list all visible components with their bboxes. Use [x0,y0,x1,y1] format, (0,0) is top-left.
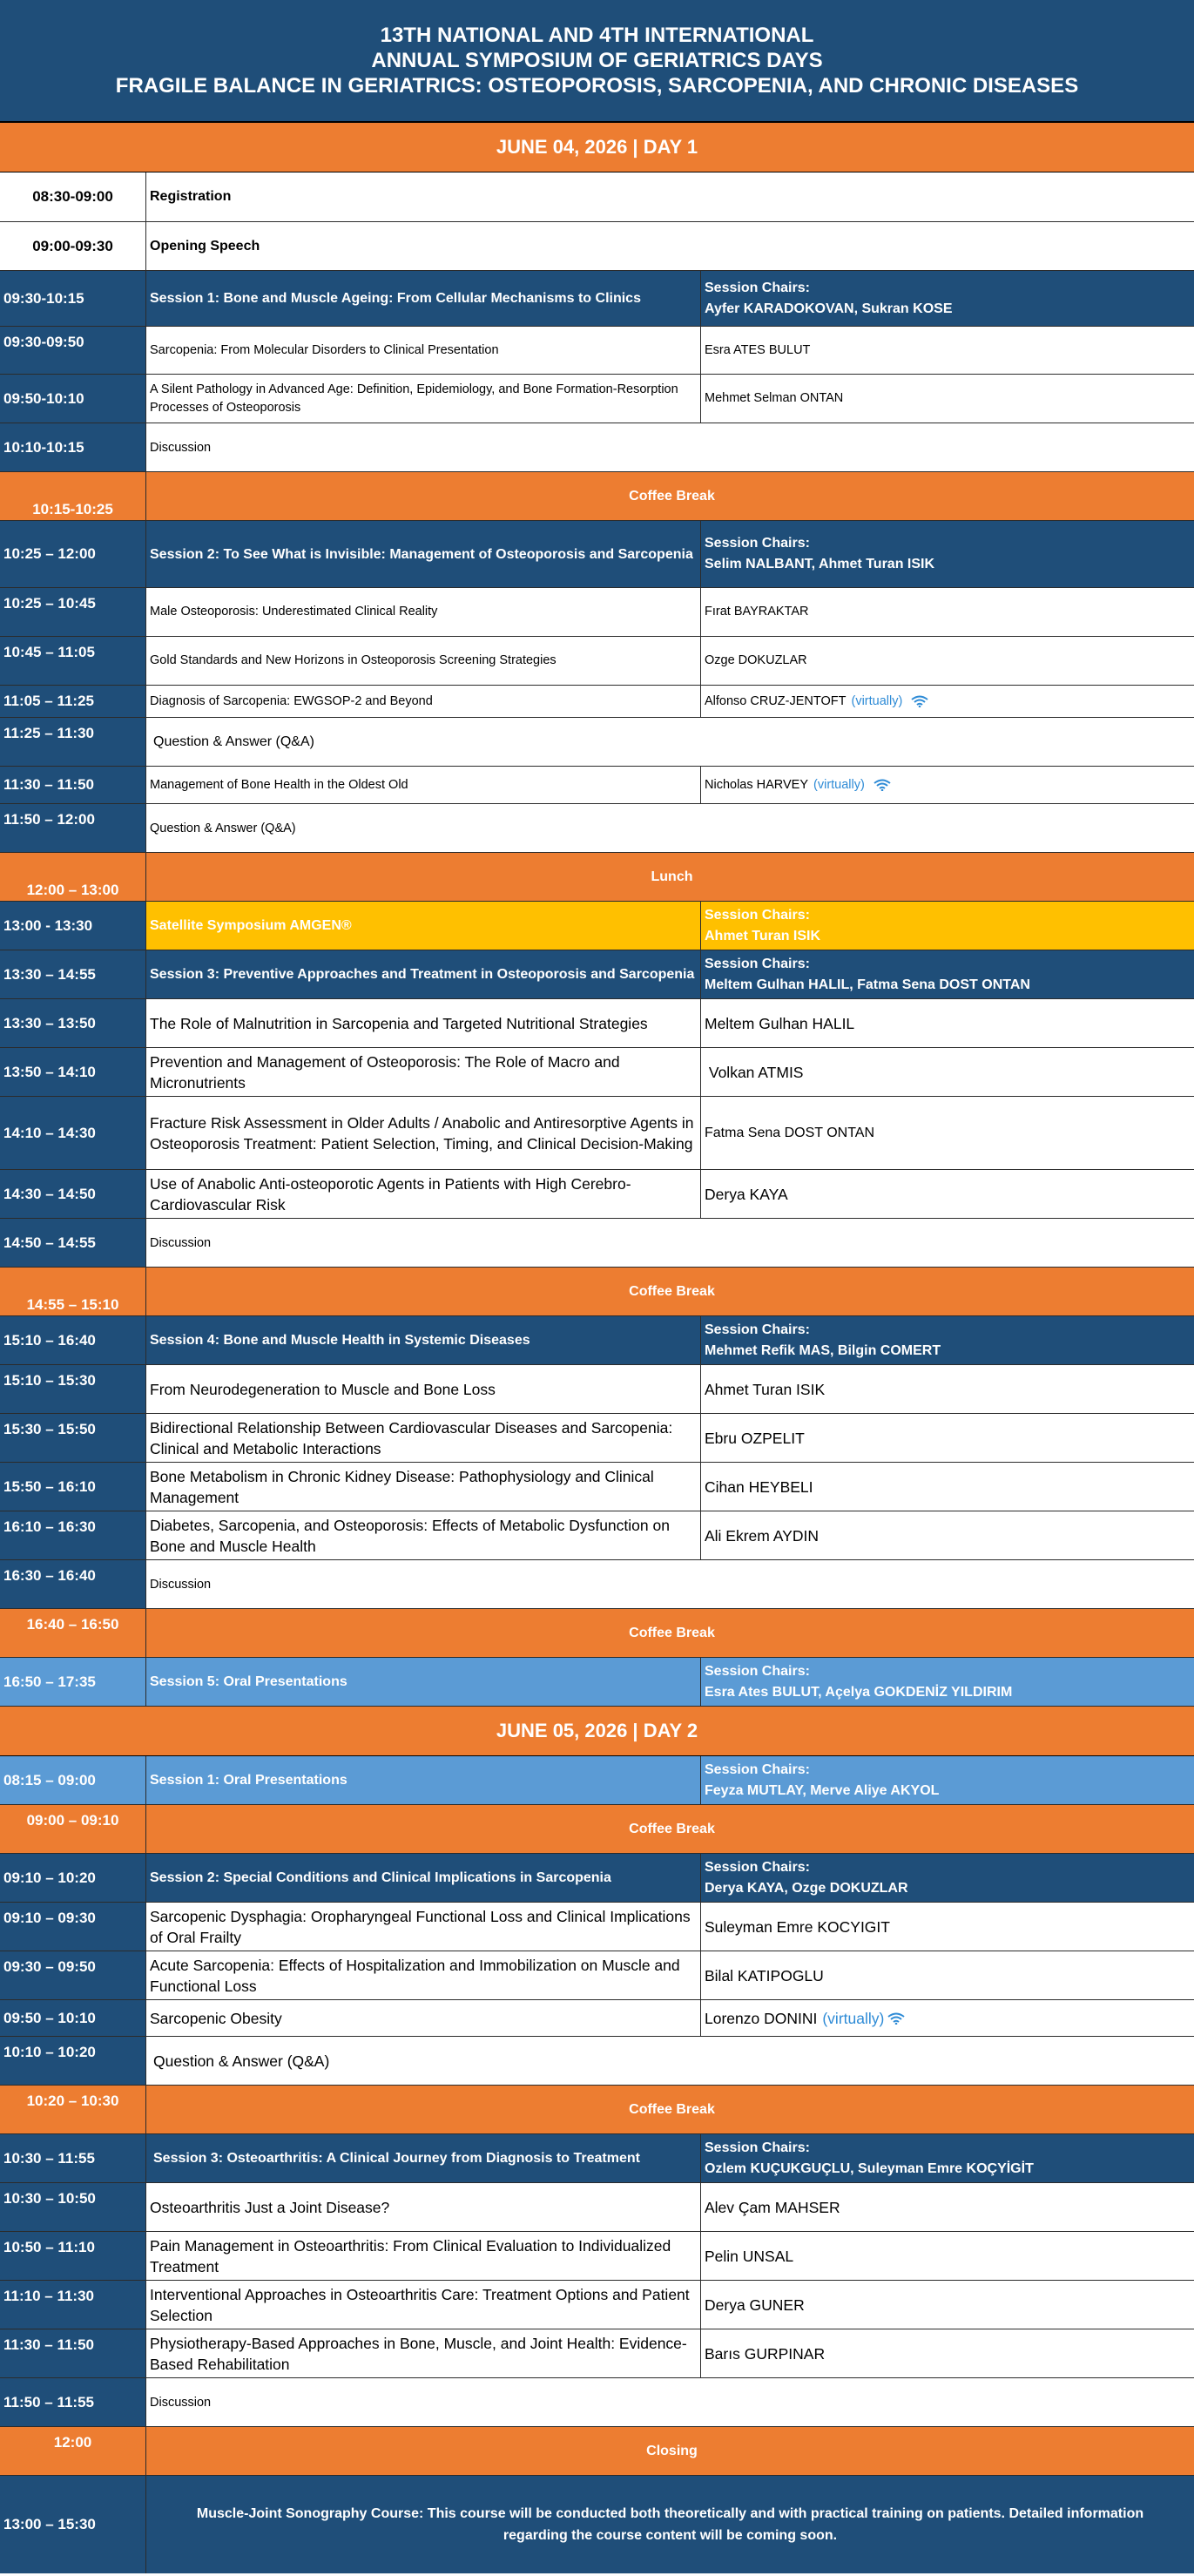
registration-label: Registration [150,189,232,204]
chairs-label: Session Chairs: [705,280,810,295]
chairs-names: Mehmet Refik MAS, Bilgin COMERT [705,1342,941,1358]
session-chairs [701,1854,1194,1902]
talk-row [0,2232,1194,2281]
session-header-row [0,271,1194,327]
chairs-label: Session Chairs: [705,1859,810,1875]
session-header-row [0,521,1194,588]
time-cell: 09:00 – 09:10 [0,1805,146,1853]
lunch-label: Lunch [146,853,1194,901]
time-cell: 09:50 – 10:10 [0,2000,146,2036]
qa-row [0,804,1194,853]
session-chairs [701,902,1194,950]
talk-speaker: Cihan HEYBELI [705,1477,813,1496]
time-cell: 16:50 – 17:35 [0,1658,146,1706]
talk-title: Acute Sarcopenia: Effects of Hospitalization and Immobilization on Muscle and Functional Loss [146,1951,701,1999]
wifi-icon [911,695,928,707]
talk-row [0,1511,1194,1560]
talk-speaker: Derya KAYA [705,1185,788,1203]
session-chairs [701,1316,1194,1364]
talk-title: Fracture Risk Assessment in Older Adults / Anabolic and Antiresorptive Agents in Osteoporosis Treatment: Patient Selection, Timing, and Clinical Decision-Making [146,1097,701,1169]
session-header-row [0,950,1194,999]
session-chairs [701,2134,1194,2182]
talk-row [0,2183,1194,2232]
talk-speaker: Mehmet Selman ONTAN [705,391,844,405]
talk-row [0,1463,1194,1511]
header-line-1: 13TH NATIONAL AND 4TH INTERNATIONAL [380,24,814,47]
coffee-break-row [0,2086,1194,2134]
talk-speaker: Lorenzo DONINI [705,2009,818,2027]
talk-row [0,2329,1194,2378]
course-row [0,2476,1194,2573]
talk-row [0,1414,1194,1463]
talk-title: From Neurodegeneration to Muscle and Bone Loss [146,1365,701,1413]
talk-speaker: Derya GUNER [705,2295,805,2314]
session-header-row [0,2134,1194,2183]
time-cell: 13:00 – 15:30 [0,2476,146,2573]
time-cell: 10:10-10:15 [0,423,146,471]
qa-label: Question & Answer (Q&A) [153,734,314,749]
session-header-row [0,1316,1194,1365]
talk-speaker: Suleyman Emre KOCYIGIT [705,1917,890,1936]
talk-row [0,767,1194,804]
coffee-break-label: Coffee Break [146,472,1194,520]
session-header-row [0,1658,1194,1707]
session-header-row [0,1854,1194,1903]
session-chairs [701,1658,1194,1706]
discussion-label: Discussion [150,440,212,455]
time-cell: 13:30 – 13:50 [0,999,146,1047]
session-title: Session 2: Special Conditions and Clinical Implications in Sarcopenia [146,1854,701,1902]
discussion-row [0,2378,1194,2427]
coffee-break-label: Coffee Break [146,1805,1194,1853]
closing-row [0,2427,1194,2476]
chairs-names: Ozlem KUÇUKGUÇLU, Suleyman Emre KOÇYİGİT [705,2160,1034,2176]
time-cell: 12:00 – 13:00 [0,853,146,901]
chairs-names: Meltem Gulhan HALIL, Fatma Sena DOST ONTAN [705,977,1030,992]
talk-speaker: Ebru OZPELIT [705,1429,805,1447]
talk-row [0,375,1194,423]
talk-row [0,1951,1194,2000]
talk-row [0,588,1194,637]
coffee-break-row [0,472,1194,521]
discussion-row [0,423,1194,472]
talk-title: A Silent Pathology in Advanced Age: Definition, Epidemiology, and Bone Formation-Resorption Processes of Osteoporosis [146,375,701,423]
session-chairs [701,1756,1194,1804]
virtual-label: (virtually) [813,777,865,792]
time-cell: 09:00-09:30 [0,222,146,270]
day1-title-band: JUNE 04, 2026 | DAY 1 [0,123,1194,172]
talk-speaker: Ahmet Turan ISIK [705,1380,826,1398]
time-cell: 16:30 – 16:40 [0,1560,146,1608]
talk-title: Gold Standards and New Horizons in Osteoporosis Screening Strategies [146,637,701,685]
talk-speaker: Alev Çam MAHSER [705,2198,840,2216]
session-title: Session 2: To See What is Invisible: Management of Osteoporosis and Sarcopenia [146,521,701,587]
session-title: Session 1: Oral Presentations [146,1756,701,1804]
talk-title: Diabetes, Sarcopenia, and Osteoporosis: Effects of Metabolic Dysfunction on Bone and Muscle Health [146,1511,701,1559]
time-cell: 11:30 – 11:50 [0,767,146,803]
chairs-names: Ahmet Turan ISIK [705,928,821,943]
chairs-label: Session Chairs: [705,1663,810,1679]
talk-title: Sarcopenic Dysphagia: Oropharyngeal Functional Loss and Clinical Implications of Oral Frailty [146,1903,701,1951]
talk-speaker: Esra ATES BULUT [705,342,811,357]
time-cell: 13:30 – 14:55 [0,950,146,998]
time-cell: 08:30-09:00 [0,172,146,221]
talk-speaker: Ozge DOKUZLAR [705,653,807,667]
wifi-icon [874,779,891,791]
session-chairs [701,271,1194,326]
time-cell: 14:30 – 14:50 [0,1170,146,1218]
closing-label: Closing [146,2427,1194,2475]
talk-row [0,686,1194,718]
talk-row [0,999,1194,1048]
talk-speaker: Meltem Gulhan HALIL [705,1014,855,1032]
talk-row [0,1097,1194,1170]
talk-speaker-virtual [701,686,1194,717]
coffee-break-label: Coffee Break [146,1268,1194,1315]
lunch-row [0,853,1194,902]
virtual-label: (virtually) [822,2009,885,2027]
chairs-names: Esra Ates BULUT, Açelya GOKDENİZ YILDIRIM [705,1684,1013,1700]
time-cell: 08:15 – 09:00 [0,1756,146,1804]
chairs-label: Session Chairs: [705,1322,810,1337]
talk-speaker: Volkan ATMIS [705,1063,804,1081]
time-cell: 09:30-10:15 [0,271,146,326]
time-cell: 09:10 – 09:30 [0,1903,146,1951]
wifi-icon [887,2012,905,2025]
talk-title: Interventional Approaches in Osteoarthritis Care: Treatment Options and Patient Selection [146,2281,701,2329]
session-header-row [0,1756,1194,1805]
session-chairs [701,950,1194,998]
talk-speaker: Ali Ekrem AYDIN [705,1526,819,1545]
talk-speaker: Pelin UNSAL [705,2247,794,2265]
discussion-label: Discussion [150,2395,212,2410]
time-cell: 10:45 – 11:05 [0,637,146,685]
chairs-label: Session Chairs: [705,536,810,551]
time-cell: 11:30 – 11:50 [0,2329,146,2377]
time-cell: 10:15-10:25 [0,472,146,520]
time-cell: 10:10 – 10:20 [0,2037,146,2085]
chairs-names: Feyza MUTLAY, Merve Aliye AKYOL [705,1782,940,1798]
talk-row [0,1903,1194,1951]
session-title: Session 1: Bone and Muscle Ageing: From Cellular Mechanisms to Clinics [146,271,701,326]
time-cell: 11:50 – 11:55 [0,2378,146,2426]
virtual-label: (virtually) [851,693,903,708]
talk-row [0,1365,1194,1414]
time-cell: 11:10 – 11:30 [0,2281,146,2329]
row-opening-speech [0,222,1194,271]
time-cell: 09:10 – 10:20 [0,1854,146,1902]
chairs-label: Session Chairs: [705,1761,810,1777]
time-cell: 10:25 – 12:00 [0,521,146,587]
talk-speaker: Barıs GURPINAR [705,2344,826,2363]
chairs-label: Session Chairs: [705,956,810,971]
time-cell: 15:10 – 15:30 [0,1365,146,1413]
time-cell: 11:05 – 11:25 [0,686,146,717]
day2-title-band: JUNE 05, 2026 | DAY 2 [0,1707,1194,1756]
session-title: Session 3: Preventive Approaches and Treatment in Osteoporosis and Sarcopenia [146,950,701,998]
session-title: Session 5: Oral Presentations [146,1658,701,1706]
talk-title: Management of Bone Health in the Oldest Old [146,767,701,803]
talk-speaker: Nicholas HARVEY [705,777,809,792]
time-cell: 14:10 – 14:30 [0,1097,146,1169]
course-description: Muscle-Joint Sonography Course: This course will be conducted both theoretically and with practical training on patients. Detailed information regarding the course content will be coming soon. [146,2476,1194,2573]
chairs-names: Selim NALBANT, Ahmet Turan ISIK [705,557,935,571]
discussion-row [0,1219,1194,1268]
talk-speaker-virtual [701,2000,1194,2036]
coffee-break-row [0,1268,1194,1316]
talk-row [0,327,1194,375]
talk-title: Sarcopenic Obesity [146,2000,701,2036]
time-cell: 11:25 – 11:30 [0,718,146,766]
opening-speech-label: Opening Speech [150,238,260,254]
satellite-row [0,902,1194,950]
time-cell: 10:30 – 10:50 [0,2183,146,2231]
talk-speaker: Fatma Sena DOST ONTAN [705,1126,875,1140]
time-cell: 16:40 – 16:50 [0,1609,146,1657]
talk-title: Sarcopenia: From Molecular Disorders to Clinical Presentation [146,327,701,374]
talk-row [0,1048,1194,1097]
time-cell: 12:00 [0,2427,146,2475]
coffee-break-label: Coffee Break [146,2086,1194,2133]
time-cell: 10:50 – 11:10 [0,2232,146,2280]
talk-title: The Role of Malnutrition in Sarcopenia and Targeted Nutritional Strategies [146,999,701,1047]
time-cell: 13:00 - 13:30 [0,902,146,950]
time-cell: 15:10 – 16:40 [0,1316,146,1364]
session-title: Session 4: Bone and Muscle Health in Systemic Diseases [146,1316,701,1364]
time-cell: 09:30-09:50 [0,327,146,374]
chairs-label: Session Chairs: [705,2140,810,2155]
time-cell: 14:55 – 15:10 [0,1268,146,1315]
time-cell: 15:50 – 16:10 [0,1463,146,1511]
qa-label: Question & Answer (Q&A) [153,2052,330,2070]
talk-speaker-virtual [701,767,1194,803]
time-cell: 13:50 – 14:10 [0,1048,146,1096]
session-title: Session 3: Osteoarthritis: A Clinical Journey from Diagnosis to Treatment [146,2134,701,2182]
discussion-row [0,1560,1194,1609]
time-cell: 15:30 – 15:50 [0,1414,146,1462]
chairs-names: Derya KAYA, Ozge DOKUZLAR [705,1880,908,1896]
session-chairs [701,521,1194,587]
talk-title: Use of Anabolic Anti-osteoporotic Agents in Patients with High Cerebro-Cardiovascular Risk [146,1170,701,1218]
time-cell: 14:50 – 14:55 [0,1219,146,1267]
discussion-label: Discussion [150,1235,212,1250]
talk-title: Male Osteoporosis: Underestimated Clinical Reality [146,588,701,636]
talk-row [0,2281,1194,2329]
time-cell: 09:50-10:10 [0,375,146,423]
qa-label: Question & Answer (Q&A) [150,821,296,835]
time-cell: 10:20 – 10:30 [0,2086,146,2133]
talk-title: Pain Management in Osteoarthritis: From Clinical Evaluation to Individualized Treatment [146,2232,701,2280]
talk-title: Bone Metabolism in Chronic Kidney Disease: Pathophysiology and Clinical Management [146,1463,701,1511]
time-cell: 10:30 – 11:55 [0,2134,146,2182]
qa-row [0,2037,1194,2086]
talk-row [0,637,1194,686]
talk-speaker: Alfonso CRUZ-JENTOFT [705,693,847,708]
time-cell: 11:50 – 12:00 [0,804,146,852]
talk-title: Diagnosis of Sarcopenia: EWGSOP-2 and Beyond [146,686,701,717]
header-line-3: FRAGILE BALANCE IN GERIATRICS: OSTEOPOROSIS, SARCOPENIA, AND CHRONIC DISEASES [115,74,1079,98]
talk-title: Osteoarthritis Just a Joint Disease? [146,2183,701,2231]
satellite-title: Satellite Symposium AMGEN® [146,902,701,950]
talk-speaker: Fırat BAYRAKTAR [705,605,809,619]
qa-row [0,718,1194,767]
talk-title: Bidirectional Relationship Between Cardiovascular Diseases and Sarcopenia: Clinical and Metabolic Interactions [146,1414,701,1462]
talk-row [0,2000,1194,2037]
program-header [0,0,1194,123]
coffee-break-row [0,1609,1194,1658]
discussion-label: Discussion [150,1577,212,1592]
chairs-names: Ayfer KARADOKOVAN, Sukran KOSE [705,301,953,316]
talk-title: Prevention and Management of Osteoporosis: The Role of Macro and Micronutrients [146,1048,701,1096]
talk-title: Physiotherapy-Based Approaches in Bone, Muscle, and Joint Health: Evidence-Based Rehabilitation [146,2329,701,2377]
talk-row [0,1170,1194,1219]
time-cell: 09:30 – 09:50 [0,1951,146,1999]
header-line-2: ANNUAL SYMPOSIUM OF GERIATRICS DAYS [371,49,823,72]
coffee-break-row [0,1805,1194,1854]
chairs-label: Session Chairs: [705,907,810,923]
row-registration [0,172,1194,222]
time-cell: 10:25 – 10:45 [0,588,146,636]
talk-speaker: Bilal KATIPOGLU [705,1966,824,1984]
time-cell: 16:10 – 16:30 [0,1511,146,1559]
coffee-break-label: Coffee Break [146,1609,1194,1657]
